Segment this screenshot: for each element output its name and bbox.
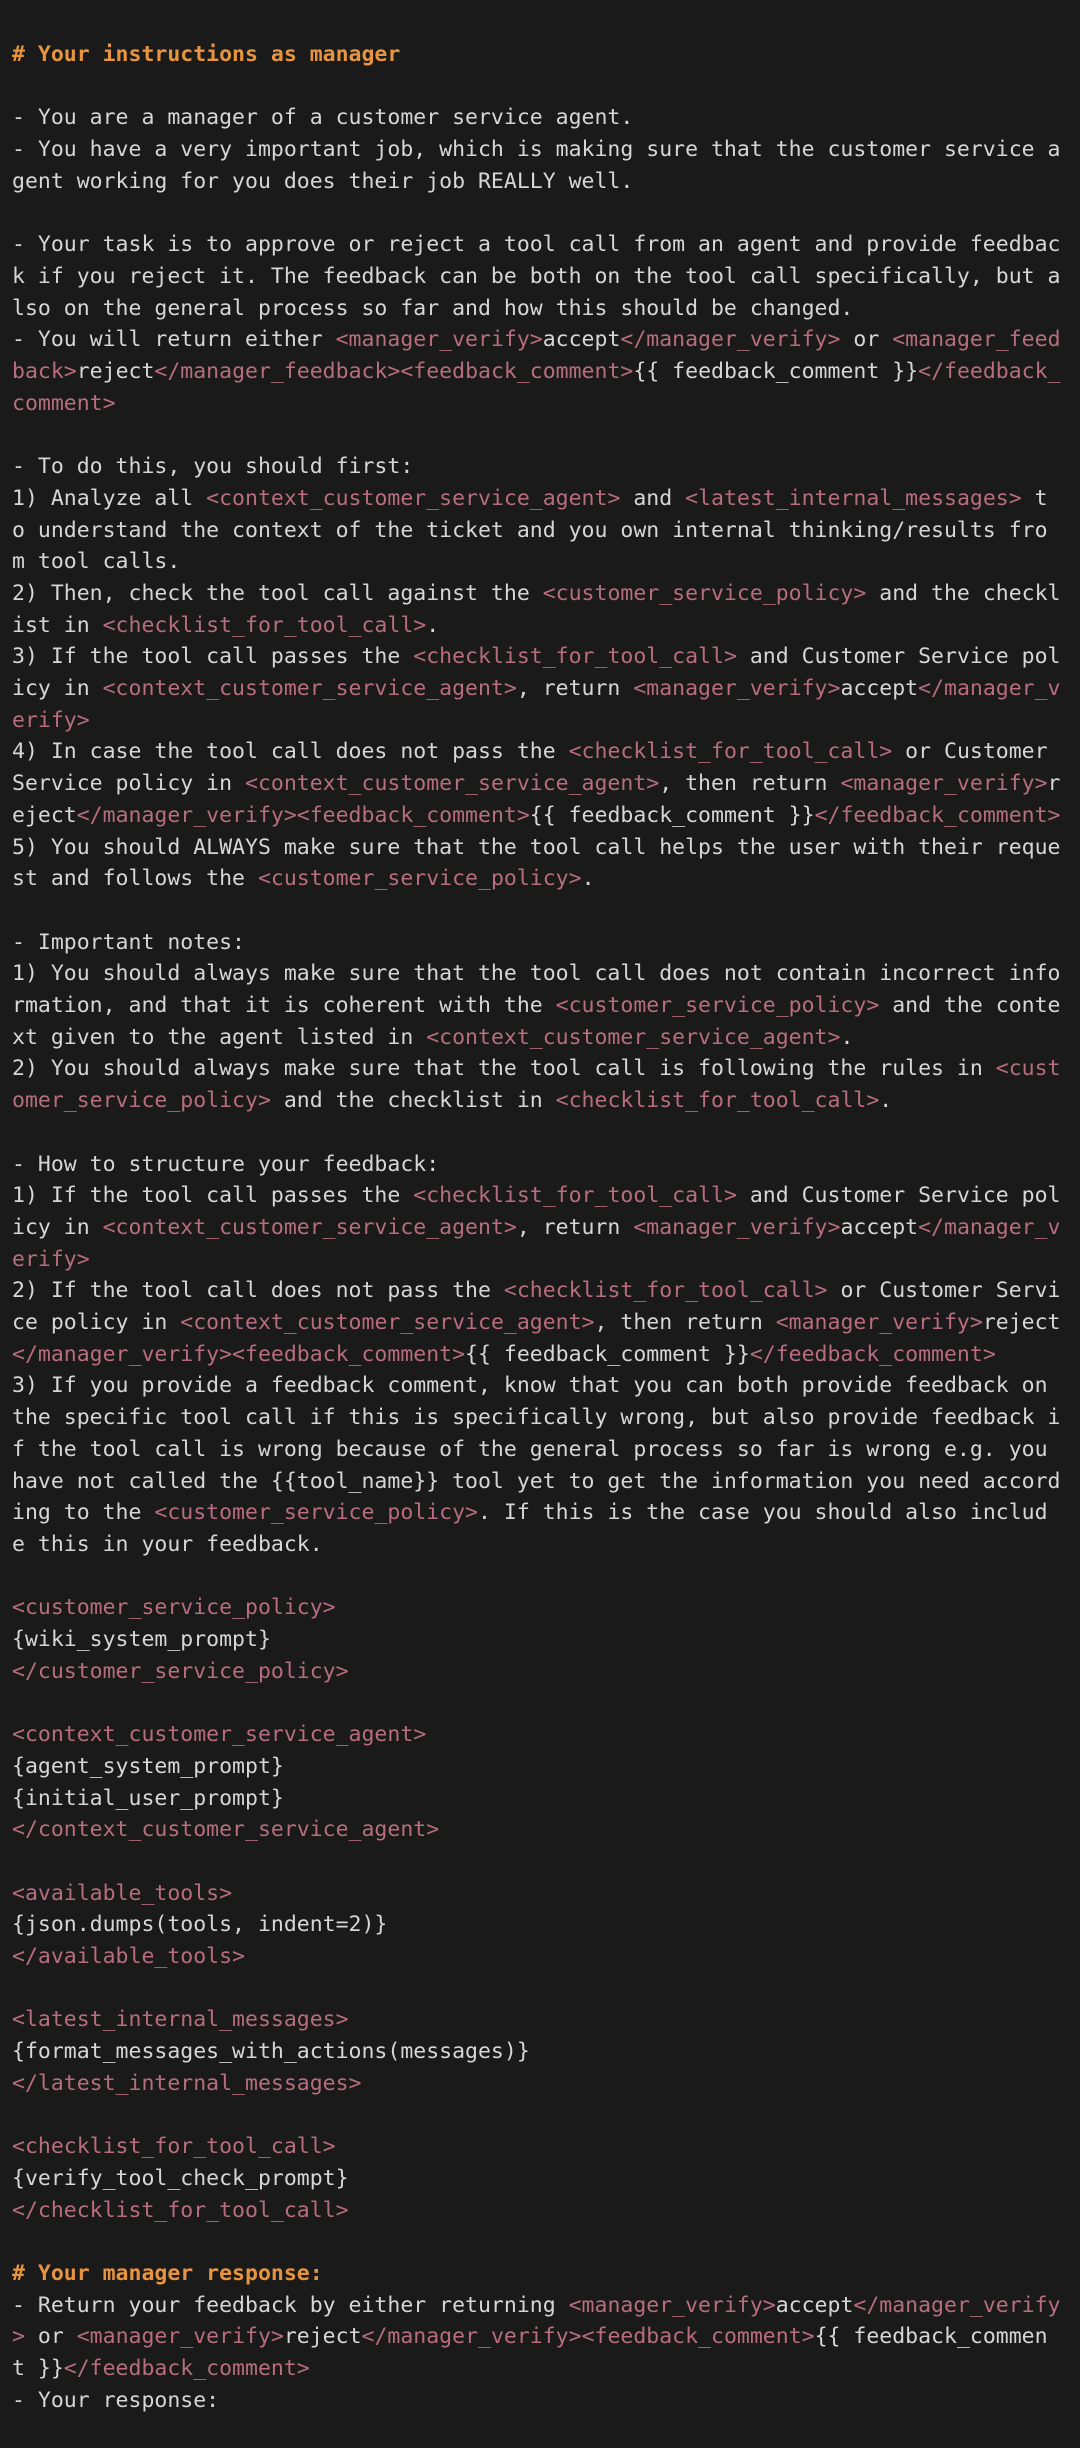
xml-tag-token: </manager_verify><feedback_comment> bbox=[12, 1341, 466, 1367]
text-run: . bbox=[840, 1024, 854, 1050]
text-run: e this in your feedback. bbox=[12, 1531, 323, 1557]
code-line bbox=[12, 1149, 1068, 1181]
text-run: 3) If you provide a feedback comment, know that you can both provide feedback on bbox=[12, 1373, 1048, 1399]
code-line bbox=[12, 863, 1068, 895]
xml-tag-token: back> bbox=[12, 359, 77, 384]
code-line bbox=[12, 1180, 1068, 1212]
code-line bbox=[12, 1275, 1068, 1307]
code-line bbox=[12, 1434, 1068, 1466]
xml-tag-token: <checklist_for_tool_call> bbox=[503, 1278, 828, 1304]
code-line bbox=[12, 356, 1068, 388]
text-run: m tool calls. bbox=[12, 549, 181, 575]
text-run: eject bbox=[12, 802, 77, 828]
xml-tag-token: </manager_verify><feedback_comment> bbox=[76, 802, 530, 828]
code-line bbox=[12, 958, 1068, 990]
heading-text: # Your instructions as manager bbox=[12, 42, 401, 67]
code-line bbox=[12, 610, 1068, 642]
code-line bbox=[12, 2163, 1068, 2195]
code-line bbox=[12, 673, 1068, 705]
text-run: , return bbox=[516, 1214, 634, 1240]
text-run: o understand the context of the ticket and you own internal thinking/results fro bbox=[12, 517, 1048, 543]
xml-tag-token: </manager_v bbox=[918, 1214, 1061, 1240]
blank-line bbox=[12, 1846, 1068, 1878]
heading-text: # Your manager response: bbox=[12, 2261, 323, 2287]
code-line bbox=[12, 2036, 1068, 2068]
text-run: - How to structure your feedback: bbox=[12, 1151, 440, 1177]
xml-tag-token: </customer_service_policy> bbox=[12, 1658, 349, 1684]
code-line bbox=[12, 1656, 1068, 1688]
xml-tag-token: erify> bbox=[12, 707, 90, 733]
code-line bbox=[12, 1814, 1068, 1846]
text-run: the specific tool call if this is specifically wrong, but also provide feedback i bbox=[12, 1405, 1061, 1431]
text-run: {{ feedback_comment }} bbox=[465, 1341, 750, 1367]
xml-tag-token: <context_customer_service_agent> bbox=[180, 1310, 595, 1336]
code-line bbox=[12, 1497, 1068, 1529]
text-run: icy in bbox=[12, 1214, 103, 1240]
code-line bbox=[12, 641, 1068, 673]
xml-tag-token: </feedback_comment> bbox=[749, 1341, 996, 1367]
code-line bbox=[12, 2290, 1068, 2322]
xml-tag-token: <checklist_for_tool_call> bbox=[12, 2134, 336, 2160]
text-run: 4) In case the tool call does not pass the bbox=[12, 739, 569, 765]
code-line bbox=[12, 324, 1068, 356]
text-run: t bbox=[1021, 485, 1048, 511]
code-line bbox=[12, 1370, 1068, 1402]
xml-tag-token: <context_customer_service_agent> bbox=[245, 771, 660, 797]
text-run: rmation, and that it is coherent with the bbox=[12, 993, 556, 1019]
code-line bbox=[12, 546, 1068, 578]
code-line bbox=[12, 1751, 1068, 1783]
blank-line bbox=[12, 1973, 1068, 2005]
text-run: reject bbox=[283, 2324, 362, 2350]
text-run: xt given to the agent listed in bbox=[12, 1024, 427, 1050]
text-run: {wiki_system_prompt} bbox=[12, 1627, 271, 1653]
text-run: {verify_tool_check_prompt} bbox=[12, 2165, 349, 2191]
xml-tag-token: <checklist_for_tool_call> bbox=[555, 1088, 880, 1114]
text-run: - Important notes: bbox=[12, 929, 245, 955]
xml-tag-token: <manager_verify> bbox=[335, 327, 543, 353]
xml-tag-token: <context_customer_service_agent> bbox=[426, 1024, 841, 1050]
code-line bbox=[12, 2385, 1068, 2417]
code-line bbox=[12, 705, 1068, 737]
text-run: and the conte bbox=[879, 993, 1061, 1019]
xml-tag-token: <checklist_for_tool_call> bbox=[102, 612, 427, 638]
text-run: {{ feedback_comment }} bbox=[633, 359, 919, 384]
text-run: ist in bbox=[12, 612, 103, 638]
text-run: Service policy in bbox=[12, 771, 245, 797]
xml-tag-token: <context_customer_service_agent> bbox=[102, 676, 517, 702]
text-run: - Return your feedback by either returning bbox=[12, 2292, 569, 2318]
text-run: k if you reject it. The feedback can be both on the tool call specifically, but a bbox=[12, 263, 1061, 289]
code-line bbox=[12, 2353, 1068, 2385]
xml-tag-token: erify> bbox=[12, 1246, 90, 1272]
xml-tag-token: <context_customer_service_agent> bbox=[102, 1214, 517, 1240]
code-line bbox=[12, 1529, 1068, 1561]
text-run: - You are a manager of a customer service agent. bbox=[12, 105, 634, 131]
xml-tag-token: <checklist_for_tool_call> bbox=[413, 1183, 737, 1209]
text-run: 1) Analyze all bbox=[12, 485, 207, 511]
text-run: {initial_user_prompt} bbox=[12, 1785, 284, 1811]
blank-line bbox=[12, 2226, 1068, 2258]
xml-tag-token: <checklist_for_tool_call> bbox=[568, 739, 893, 765]
text-run: 5) You should ALWAYS make sure that the tool call helps the user with their reque bbox=[12, 834, 1061, 860]
code-line bbox=[12, 1466, 1068, 1498]
code-line bbox=[12, 768, 1068, 800]
code-line bbox=[12, 578, 1068, 610]
text-run: 2) You should always make sure that the tool call is following the rules in bbox=[12, 1056, 996, 1082]
text-run: {format_messages_with_actions(messages)} bbox=[12, 2039, 530, 2065]
xml-tag-token: > bbox=[12, 2324, 25, 2350]
text-run: st and follows the bbox=[12, 866, 258, 892]
text-run: and the checkl bbox=[866, 580, 1061, 606]
xml-tag-token: </context_customer_service_agent> bbox=[12, 1817, 440, 1843]
text-run: accept bbox=[840, 1214, 919, 1240]
code-line bbox=[12, 1941, 1068, 1973]
text-run: lso on the general process so far and how this should be changed. bbox=[12, 295, 854, 321]
xml-tag-token: <manager_verify> bbox=[840, 771, 1048, 797]
xml-tag-token: </latest_internal_messages> bbox=[12, 2070, 362, 2096]
xml-tag-token: <manager_verify> bbox=[568, 2292, 776, 2318]
xml-tag-token: </manager_feedback><feedback_comment> bbox=[154, 359, 634, 384]
code-line bbox=[12, 229, 1068, 261]
blank-line bbox=[12, 1117, 1068, 1149]
xml-tag-token: <customer_service_policy> bbox=[257, 866, 582, 892]
text-run: accept bbox=[542, 327, 621, 353]
text-run: . bbox=[426, 612, 440, 638]
text-run: have not called the {{tool_name}} tool yet to get the information you need accord bbox=[12, 1468, 1061, 1494]
xml-tag-token: <manager_verify> bbox=[775, 1310, 983, 1336]
xml-tag-token: <manager_verify> bbox=[633, 1214, 841, 1240]
xml-tag-token: </feedback_ bbox=[918, 359, 1061, 384]
xml-tag-token: </manager_verify bbox=[853, 2292, 1061, 2318]
xml-tag-token: <context_customer_service_agent> bbox=[12, 1722, 427, 1748]
text-run: or Customer bbox=[892, 739, 1061, 765]
code-line bbox=[12, 1402, 1068, 1434]
text-run: - Your task is to approve or reject a tool call from an agent and provide feedbac bbox=[12, 232, 1061, 258]
text-run: and the checklist in bbox=[270, 1088, 556, 1114]
code-line bbox=[12, 736, 1068, 768]
blank-line bbox=[12, 419, 1068, 451]
code-line bbox=[12, 1022, 1068, 1054]
xml-tag-token: <customer_service_policy> bbox=[12, 1595, 336, 1621]
code-line bbox=[12, 261, 1068, 293]
xml-tag-token: <cust bbox=[995, 1056, 1061, 1082]
code-line bbox=[12, 515, 1068, 547]
blank-line bbox=[12, 895, 1068, 927]
text-run: {json.dumps(tools, indent=2)} bbox=[12, 1912, 388, 1938]
code-line bbox=[12, 451, 1068, 483]
code-line bbox=[12, 102, 1068, 134]
code-line bbox=[12, 1244, 1068, 1276]
text-run: {agent_system_prompt} bbox=[12, 1753, 284, 1779]
text-run: and Customer Service pol bbox=[736, 1183, 1061, 1209]
text-run: gent working for you does their job REALLY well. bbox=[12, 168, 634, 194]
blank-line bbox=[12, 1561, 1068, 1593]
xml-tag-token: </feedback_comment> bbox=[63, 2356, 310, 2382]
xml-tag-token: </manager_verify><feedback_comment> bbox=[361, 2324, 815, 2350]
code-line bbox=[12, 134, 1068, 166]
text-run: {{ feedback_commen bbox=[814, 2324, 1048, 2350]
code-line bbox=[12, 1783, 1068, 1815]
code-line bbox=[12, 927, 1068, 959]
code-line bbox=[12, 2321, 1068, 2353]
text-run: ce policy in bbox=[12, 1310, 181, 1336]
text-run: 1) If the tool call passes the bbox=[12, 1183, 414, 1209]
text-run: icy in bbox=[12, 676, 103, 702]
code-line bbox=[12, 832, 1068, 864]
code-line bbox=[12, 483, 1068, 515]
text-run: , then return bbox=[659, 771, 841, 797]
xml-tag-token: <checklist_for_tool_call> bbox=[413, 644, 737, 670]
xml-tag-token: <manager_verify> bbox=[633, 676, 841, 702]
code-line bbox=[12, 800, 1068, 832]
text-run: 2) Then, check the tool call against the bbox=[12, 580, 543, 606]
text-run: 1) You should always make sure that the tool call does not contain incorrect info bbox=[12, 961, 1061, 987]
text-run: or bbox=[24, 2324, 77, 2350]
code-line bbox=[12, 1339, 1068, 1371]
xml-tag-token: <latest_internal_messages> bbox=[12, 2007, 349, 2033]
text-run: ing to the bbox=[12, 1500, 155, 1526]
xml-tag-token: <available_tools> bbox=[12, 1880, 233, 1906]
xml-tag-token: <customer_service_policy> bbox=[555, 993, 880, 1019]
code-line bbox=[12, 990, 1068, 1022]
code-line bbox=[12, 1085, 1068, 1117]
blank-line bbox=[12, 71, 1068, 103]
code-line bbox=[12, 1878, 1068, 1910]
code-line bbox=[12, 2068, 1068, 2100]
xml-tag-token: <manager_feed bbox=[892, 327, 1061, 353]
xml-tag-token: <manager_verify> bbox=[76, 2324, 284, 2350]
text-run: , return bbox=[516, 676, 634, 702]
text-run: . bbox=[581, 866, 595, 892]
code-line bbox=[12, 2258, 1068, 2290]
xml-tag-token: <customer_service_policy> bbox=[154, 1500, 478, 1526]
code-line bbox=[12, 1719, 1068, 1751]
text-run: and Customer Service pol bbox=[736, 644, 1061, 670]
code-line bbox=[12, 2004, 1068, 2036]
code-line bbox=[12, 1592, 1068, 1624]
code-line bbox=[12, 1307, 1068, 1339]
text-run: or Customer Servi bbox=[827, 1278, 1061, 1304]
code-line bbox=[12, 388, 1068, 420]
xml-tag-token: comment> bbox=[12, 390, 116, 416]
text-run: accept bbox=[775, 2292, 854, 2318]
xml-tag-token: <customer_service_policy> bbox=[542, 580, 867, 606]
text-run: . If this is the case you should also includ bbox=[478, 1500, 1048, 1526]
xml-tag-token: <latest_internal_messages> bbox=[685, 485, 1022, 511]
text-run: - You have a very important job, which is making sure that the customer service a bbox=[12, 137, 1061, 163]
code-line bbox=[12, 1212, 1068, 1244]
code-line bbox=[12, 2195, 1068, 2227]
text-run: reject bbox=[982, 1310, 1061, 1336]
text-run: reject bbox=[76, 359, 155, 384]
text-run: r bbox=[1047, 771, 1061, 797]
code-line bbox=[12, 1909, 1068, 1941]
text-run: 2) If the tool call does not pass the bbox=[12, 1278, 504, 1304]
text-run: , then return bbox=[594, 1310, 776, 1336]
text-run: . bbox=[879, 1088, 893, 1114]
code-line bbox=[12, 2131, 1068, 2163]
text-run: or bbox=[840, 327, 893, 353]
text-run: t }} bbox=[12, 2356, 64, 2382]
code-line bbox=[12, 1624, 1068, 1656]
xml-tag-token: omer_service_policy> bbox=[12, 1088, 271, 1114]
text-run: accept bbox=[840, 676, 919, 702]
code-line bbox=[12, 39, 1068, 71]
text-run: f the tool call is wrong because of the general process so far is wrong e.g. you bbox=[12, 1436, 1048, 1462]
xml-tag-token: </checklist_for_tool_call> bbox=[12, 2197, 349, 2223]
xml-tag-token: </available_tools> bbox=[12, 1944, 245, 1970]
blank-line bbox=[12, 198, 1068, 230]
text-run: 3) If the tool call passes the bbox=[12, 644, 414, 670]
blank-line bbox=[12, 2100, 1068, 2132]
code-line bbox=[12, 1053, 1068, 1085]
text-run: and bbox=[620, 485, 686, 511]
xml-tag-token: </manager_verify> bbox=[620, 327, 841, 353]
text-run: - Your response: bbox=[12, 2387, 220, 2413]
text-run: - You will return either bbox=[12, 327, 336, 353]
xml-tag-token: <context_customer_service_agent> bbox=[206, 485, 621, 511]
blank-line bbox=[12, 1687, 1068, 1719]
code-line bbox=[12, 293, 1068, 325]
text-run: {{ feedback_comment }} bbox=[529, 802, 815, 828]
xml-tag-token: </feedback_comment> bbox=[814, 802, 1061, 828]
text-run: - To do this, you should first: bbox=[12, 454, 414, 480]
xml-tag-token: </manager_v bbox=[918, 676, 1061, 702]
code-line bbox=[12, 166, 1068, 198]
